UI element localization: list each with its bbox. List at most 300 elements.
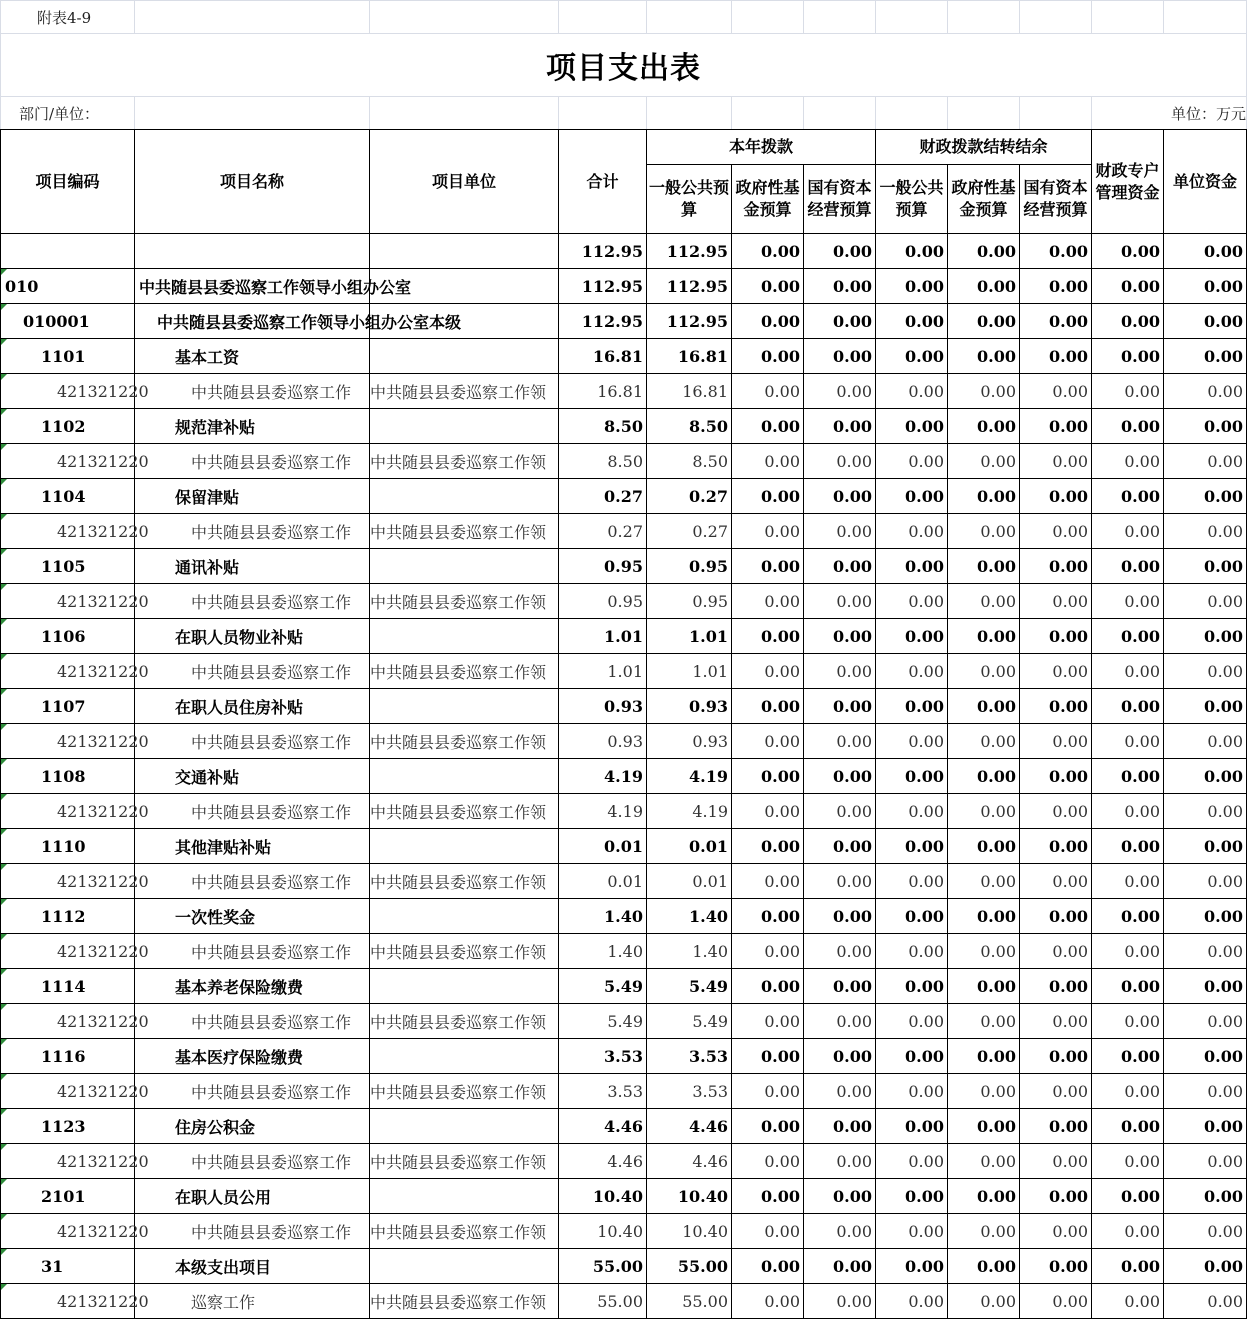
cell-project-name: 中共随县县委巡察工作 — [135, 1144, 370, 1179]
unit-label: 单位：万元 — [1092, 97, 1247, 130]
cell-cy-general: 0.93 — [647, 689, 732, 724]
cell-cy-state-capital: 0.00 — [804, 724, 876, 759]
cell-project-name: 住房公积金 — [135, 1109, 370, 1144]
cell-cy-gov-fund: 0.00 — [732, 969, 804, 1004]
cell-co-general: 0.00 — [876, 1039, 948, 1074]
cell-total: 0.95 — [559, 584, 647, 619]
cell-co-general: 0.00 — [876, 1284, 948, 1319]
cell-total: 112.95 — [559, 234, 647, 269]
cell-unit-fund: 0.00 — [1164, 1004, 1247, 1039]
table-row — [1, 374, 1247, 409]
table-row — [1, 864, 1247, 899]
cell-cy-general: 0.95 — [647, 584, 732, 619]
cell-project-unit: 中共随县县委巡察工作领 — [370, 1284, 559, 1319]
sheet-title: 项目支出表 — [1, 34, 1247, 97]
cell-unit-fund: 0.00 — [1164, 899, 1247, 934]
cell-total: 4.46 — [559, 1144, 647, 1179]
cell-co-state-capital: 0.00 — [1020, 584, 1092, 619]
cell-cy-general: 4.19 — [647, 759, 732, 794]
cell-cy-gov-fund: 0.00 — [732, 759, 804, 794]
col-total: 合计 — [559, 130, 647, 234]
cell-project-code: 421321220 — [1, 724, 135, 759]
cell-co-gov-fund: 0.00 — [948, 934, 1020, 969]
table-row — [1, 759, 1247, 794]
cell-cy-gov-fund: 0.00 — [732, 829, 804, 864]
table-row — [1, 339, 1247, 374]
cell-cy-general: 4.46 — [647, 1109, 732, 1144]
table-row — [1, 479, 1247, 514]
cell-project-code: 010001 — [1, 304, 135, 339]
cell-co-gov-fund: 0.00 — [948, 584, 1020, 619]
table-row — [1, 1284, 1247, 1319]
cell-co-state-capital: 0.00 — [1020, 1109, 1092, 1144]
cell-project-code: 421321220 — [1, 1284, 135, 1319]
table-row — [1, 234, 1247, 269]
cell-cy-gov-fund: 0.00 — [732, 1074, 804, 1109]
cell-co-gov-fund: 0.00 — [948, 304, 1020, 339]
cell-project-unit: 中共随县县委巡察工作领 — [370, 514, 559, 549]
cell-project-name: 中共随县县委巡察工作 — [135, 934, 370, 969]
cell-unit-fund: 0.00 — [1164, 759, 1247, 794]
cell-total: 4.46 — [559, 1109, 647, 1144]
cell-co-gov-fund: 0.00 — [948, 1004, 1020, 1039]
cell-project-name: 中共随县县委巡察工作 — [135, 444, 370, 479]
cell-project-unit — [370, 619, 559, 654]
cell-project-unit — [370, 1039, 559, 1074]
cell-cy-state-capital: 0.00 — [804, 1284, 876, 1319]
group-carryover: 财政拨款结转结余 — [876, 130, 1092, 165]
cell-cy-state-capital: 0.00 — [804, 864, 876, 899]
cell-special-fund: 0.00 — [1092, 1144, 1164, 1179]
cell-cy-state-capital: 0.00 — [804, 584, 876, 619]
cell-cy-state-capital: 0.00 — [804, 829, 876, 864]
cell-project-name — [135, 234, 370, 269]
cell-unit-fund: 0.00 — [1164, 969, 1247, 1004]
cell-project-code: 1123 — [1, 1109, 135, 1144]
cell-total: 4.19 — [559, 794, 647, 829]
cell-special-fund: 0.00 — [1092, 234, 1164, 269]
cell-co-general: 0.00 — [876, 934, 948, 969]
table-row — [1, 1214, 1247, 1249]
cell-co-general: 0.00 — [876, 1004, 948, 1039]
cell-co-state-capital: 0.00 — [1020, 689, 1092, 724]
col-co-general: 一般公共预算 — [876, 165, 948, 234]
cell-co-general: 0.00 — [876, 409, 948, 444]
cell-co-gov-fund: 0.00 — [948, 1214, 1020, 1249]
table-row — [1, 1039, 1247, 1074]
cell-cy-general: 1.01 — [647, 654, 732, 689]
cell-cy-general: 8.50 — [647, 444, 732, 479]
cell-special-fund: 0.00 — [1092, 374, 1164, 409]
table-row — [1, 304, 1247, 339]
cell-project-code: 1102 — [1, 409, 135, 444]
cell-co-general: 0.00 — [876, 829, 948, 864]
cell-total: 0.27 — [559, 479, 647, 514]
cell-co-state-capital: 0.00 — [1020, 899, 1092, 934]
cell-co-general: 0.00 — [876, 1074, 948, 1109]
cell-project-code — [1, 234, 135, 269]
cell-total: 16.81 — [559, 374, 647, 409]
cell-co-state-capital: 0.00 — [1020, 864, 1092, 899]
cell-co-general: 0.00 — [876, 374, 948, 409]
table-row — [1, 269, 1247, 304]
title-row — [1, 34, 1247, 97]
cell-unit-fund: 0.00 — [1164, 479, 1247, 514]
cell-cy-state-capital: 0.00 — [804, 689, 876, 724]
cell-co-state-capital: 0.00 — [1020, 1284, 1092, 1319]
cell-co-gov-fund: 0.00 — [948, 689, 1020, 724]
cell-unit-fund: 0.00 — [1164, 689, 1247, 724]
cell-cy-state-capital: 0.00 — [804, 1144, 876, 1179]
cell-cy-general: 10.40 — [647, 1214, 732, 1249]
cell-cy-gov-fund: 0.00 — [732, 864, 804, 899]
cell-total: 0.93 — [559, 724, 647, 759]
cell-cy-general: 112.95 — [647, 234, 732, 269]
cell-project-code: 421321220 — [1, 934, 135, 969]
cell-co-general: 0.00 — [876, 899, 948, 934]
cell-special-fund: 0.00 — [1092, 1074, 1164, 1109]
col-cy-general: 一般公共预算 — [647, 165, 732, 234]
col-unit-fund: 单位资金 — [1164, 130, 1247, 234]
cell-co-gov-fund: 0.00 — [948, 479, 1020, 514]
cell-cy-general: 1.01 — [647, 619, 732, 654]
cell-total: 0.27 — [559, 514, 647, 549]
cell-cy-gov-fund: 0.00 — [732, 1179, 804, 1214]
cell-unit-fund: 0.00 — [1164, 374, 1247, 409]
cell-cy-gov-fund: 0.00 — [732, 1004, 804, 1039]
cell-special-fund: 0.00 — [1092, 584, 1164, 619]
cell-cy-state-capital: 0.00 — [804, 1179, 876, 1214]
cell-total: 10.40 — [559, 1214, 647, 1249]
cell-project-unit — [370, 234, 559, 269]
cell-co-general: 0.00 — [876, 339, 948, 374]
cell-project-unit — [370, 899, 559, 934]
unit-row — [1, 97, 1247, 130]
cell-project-unit — [370, 549, 559, 584]
cell-co-state-capital: 0.00 — [1020, 1144, 1092, 1179]
cell-co-state-capital: 0.00 — [1020, 479, 1092, 514]
cell-project-code: 421321220 — [1, 514, 135, 549]
cell-cy-state-capital: 0.00 — [804, 1039, 876, 1074]
cell-project-unit: 中共随县县委巡察工作领 — [370, 1004, 559, 1039]
project-expenditure-sheet — [0, 0, 1247, 130]
cell-cy-general: 3.53 — [647, 1074, 732, 1109]
cell-project-unit: 中共随县县委巡察工作领 — [370, 1144, 559, 1179]
cell-cy-gov-fund: 0.00 — [732, 619, 804, 654]
cell-project-name: 规范津补贴 — [135, 409, 370, 444]
cell-co-general: 0.00 — [876, 1214, 948, 1249]
cell-cy-state-capital: 0.00 — [804, 1004, 876, 1039]
cell-unit-fund: 0.00 — [1164, 304, 1247, 339]
cell-project-name: 在职人员物业补贴 — [135, 619, 370, 654]
cell-co-state-capital: 0.00 — [1020, 1214, 1092, 1249]
cell-cy-general: 0.01 — [647, 864, 732, 899]
cell-unit-fund: 0.00 — [1164, 269, 1247, 304]
cell-project-name: 其他津贴补贴 — [135, 829, 370, 864]
cell-co-gov-fund: 0.00 — [948, 619, 1020, 654]
cell-cy-state-capital: 0.00 — [804, 444, 876, 479]
cell-project-code: 1104 — [1, 479, 135, 514]
col-special-fund: 财政专户管理资金 — [1092, 130, 1164, 234]
cell-unit-fund: 0.00 — [1164, 934, 1247, 969]
cell-project-unit — [370, 1109, 559, 1144]
cell-special-fund: 0.00 — [1092, 339, 1164, 374]
cell-cy-general: 112.95 — [647, 269, 732, 304]
table-row — [1, 444, 1247, 479]
cell-co-general: 0.00 — [876, 864, 948, 899]
cell-total: 0.01 — [559, 829, 647, 864]
cell-total: 1.01 — [559, 619, 647, 654]
table-row — [1, 794, 1247, 829]
cell-project-name: 通讯补贴 — [135, 549, 370, 584]
cell-co-state-capital: 0.00 — [1020, 409, 1092, 444]
cell-project-code: 421321220 — [1, 1004, 135, 1039]
cell-project-unit — [370, 969, 559, 1004]
table-row — [1, 899, 1247, 934]
col-cy-state-capital: 国有资本经营预算 — [804, 165, 876, 234]
cell-total: 1.40 — [559, 934, 647, 969]
cell-co-gov-fund: 0.00 — [948, 339, 1020, 374]
cell-cy-general: 112.95 — [647, 304, 732, 339]
cell-special-fund: 0.00 — [1092, 1214, 1164, 1249]
cell-total: 1.40 — [559, 899, 647, 934]
cell-unit-fund: 0.00 — [1164, 1074, 1247, 1109]
cell-cy-gov-fund: 0.00 — [732, 654, 804, 689]
cell-project-name: 交通补贴 — [135, 759, 370, 794]
cell-cy-general: 55.00 — [647, 1249, 732, 1284]
cell-project-unit: 中共随县县委巡察工作领 — [370, 654, 559, 689]
cell-co-general: 0.00 — [876, 234, 948, 269]
table-row — [1, 1249, 1247, 1284]
cell-cy-gov-fund: 0.00 — [732, 409, 804, 444]
cell-special-fund: 0.00 — [1092, 864, 1164, 899]
cell-special-fund: 0.00 — [1092, 304, 1164, 339]
cell-total: 0.93 — [559, 689, 647, 724]
cell-co-state-capital: 0.00 — [1020, 444, 1092, 479]
cell-cy-state-capital: 0.00 — [804, 1249, 876, 1284]
cell-project-code: 1108 — [1, 759, 135, 794]
cell-co-state-capital: 0.00 — [1020, 1179, 1092, 1214]
cell-project-code: 2101 — [1, 1179, 135, 1214]
cell-project-name: 基本医疗保险缴费 — [135, 1039, 370, 1074]
cell-cy-state-capital: 0.00 — [804, 899, 876, 934]
cell-cy-general: 8.50 — [647, 409, 732, 444]
cell-co-general: 0.00 — [876, 1109, 948, 1144]
cell-project-code: 421321220 — [1, 1074, 135, 1109]
table-row — [1, 619, 1247, 654]
cell-cy-general: 4.46 — [647, 1144, 732, 1179]
cell-co-state-capital: 0.00 — [1020, 339, 1092, 374]
cell-co-general: 0.00 — [876, 584, 948, 619]
cell-co-gov-fund: 0.00 — [948, 374, 1020, 409]
col-co-state-capital: 国有资本经营预算 — [1020, 165, 1092, 234]
cell-special-fund: 0.00 — [1092, 794, 1164, 829]
cell-project-name: 中共随县县委巡察工作 — [135, 1214, 370, 1249]
cell-co-state-capital: 0.00 — [1020, 1074, 1092, 1109]
cell-cy-gov-fund: 0.00 — [732, 479, 804, 514]
cell-co-gov-fund: 0.00 — [948, 899, 1020, 934]
cell-total: 55.00 — [559, 1249, 647, 1284]
table-row — [1, 829, 1247, 864]
cell-project-unit: 中共随县县委巡察工作领 — [370, 444, 559, 479]
cell-special-fund: 0.00 — [1092, 829, 1164, 864]
cell-co-general: 0.00 — [876, 269, 948, 304]
cell-cy-gov-fund: 0.00 — [732, 444, 804, 479]
cell-co-general: 0.00 — [876, 444, 948, 479]
cell-co-state-capital: 0.00 — [1020, 514, 1092, 549]
cell-project-code: 1105 — [1, 549, 135, 584]
cell-cy-gov-fund: 0.00 — [732, 339, 804, 374]
cell-project-name: 中共随县县委巡察工作 — [135, 794, 370, 829]
cell-co-general: 0.00 — [876, 1144, 948, 1179]
cell-unit-fund: 0.00 — [1164, 864, 1247, 899]
cell-special-fund: 0.00 — [1092, 689, 1164, 724]
cell-project-code: 421321220 — [1, 374, 135, 409]
attachment-row — [1, 1, 1247, 34]
cell-unit-fund: 0.00 — [1164, 1284, 1247, 1319]
cell-project-code: 1107 — [1, 689, 135, 724]
cell-total: 1.01 — [559, 654, 647, 689]
data-table — [0, 129, 1247, 1319]
cell-project-unit: 中共随县县委巡察工作领 — [370, 934, 559, 969]
cell-project-unit: 中共随县县委巡察工作领 — [370, 864, 559, 899]
cell-special-fund: 0.00 — [1092, 1039, 1164, 1074]
cell-project-code: 421321220 — [1, 654, 135, 689]
cell-co-state-capital: 0.00 — [1020, 234, 1092, 269]
cell-cy-state-capital: 0.00 — [804, 234, 876, 269]
cell-co-general: 0.00 — [876, 479, 948, 514]
cell-unit-fund: 0.00 — [1164, 654, 1247, 689]
cell-co-state-capital: 0.00 — [1020, 619, 1092, 654]
cell-cy-general: 0.27 — [647, 514, 732, 549]
cell-co-state-capital: 0.00 — [1020, 1249, 1092, 1284]
cell-co-general: 0.00 — [876, 654, 948, 689]
cell-cy-general: 10.40 — [647, 1179, 732, 1214]
cell-co-gov-fund: 0.00 — [948, 1179, 1020, 1214]
cell-cy-state-capital: 0.00 — [804, 759, 876, 794]
cell-co-state-capital: 0.00 — [1020, 759, 1092, 794]
cell-special-fund: 0.00 — [1092, 724, 1164, 759]
cell-project-code: 31 — [1, 1249, 135, 1284]
cell-total: 10.40 — [559, 1179, 647, 1214]
cell-project-name: 中共随县县委巡察工作 — [135, 514, 370, 549]
cell-co-state-capital: 0.00 — [1020, 1039, 1092, 1074]
cell-co-gov-fund: 0.00 — [948, 1284, 1020, 1319]
cell-co-state-capital: 0.00 — [1020, 374, 1092, 409]
cell-co-state-capital: 0.00 — [1020, 549, 1092, 584]
cell-cy-general: 1.40 — [647, 899, 732, 934]
table-row — [1, 409, 1247, 444]
cell-special-fund: 0.00 — [1092, 1284, 1164, 1319]
cell-co-general: 0.00 — [876, 619, 948, 654]
cell-co-gov-fund: 0.00 — [948, 234, 1020, 269]
cell-cy-gov-fund: 0.00 — [732, 1039, 804, 1074]
cell-cy-state-capital: 0.00 — [804, 969, 876, 1004]
cell-co-gov-fund: 0.00 — [948, 654, 1020, 689]
cell-co-state-capital: 0.00 — [1020, 269, 1092, 304]
cell-total: 8.50 — [559, 409, 647, 444]
cell-cy-general: 55.00 — [647, 1284, 732, 1319]
cell-special-fund: 0.00 — [1092, 934, 1164, 969]
cell-cy-state-capital: 0.00 — [804, 654, 876, 689]
cell-cy-general: 0.93 — [647, 724, 732, 759]
cell-project-code: 421321220 — [1, 584, 135, 619]
group-current-year: 本年拨款 — [647, 130, 876, 165]
cell-total: 5.49 — [559, 1004, 647, 1039]
cell-cy-state-capital: 0.00 — [804, 1109, 876, 1144]
cell-cy-state-capital: 0.00 — [804, 374, 876, 409]
cell-total: 8.50 — [559, 444, 647, 479]
table-row — [1, 1074, 1247, 1109]
cell-project-name: 中共随县县委巡察工作 — [135, 584, 370, 619]
cell-cy-gov-fund: 0.00 — [732, 269, 804, 304]
cell-cy-gov-fund: 0.00 — [732, 514, 804, 549]
cell-project-name: 中共随县县委巡察工作领导小组办公室本级 — [135, 304, 370, 339]
cell-unit-fund: 0.00 — [1164, 1249, 1247, 1284]
cell-cy-state-capital: 0.00 — [804, 304, 876, 339]
table-row — [1, 724, 1247, 759]
cell-unit-fund: 0.00 — [1164, 1039, 1247, 1074]
cell-project-name: 中共随县县委巡察工作 — [135, 654, 370, 689]
cell-co-gov-fund: 0.00 — [948, 514, 1020, 549]
table-row — [1, 689, 1247, 724]
cell-cy-gov-fund: 0.00 — [732, 1109, 804, 1144]
cell-cy-general: 5.49 — [647, 969, 732, 1004]
cell-cy-general: 4.19 — [647, 794, 732, 829]
cell-co-general: 0.00 — [876, 794, 948, 829]
cell-project-unit — [370, 759, 559, 794]
cell-project-code: 010 — [1, 269, 135, 304]
cell-cy-general: 3.53 — [647, 1039, 732, 1074]
cell-special-fund: 0.00 — [1092, 514, 1164, 549]
cell-project-unit — [370, 409, 559, 444]
cell-cy-state-capital: 0.00 — [804, 934, 876, 969]
cell-cy-general: 16.81 — [647, 374, 732, 409]
cell-project-name: 中共随县县委巡察工作 — [135, 864, 370, 899]
cell-project-unit — [370, 829, 559, 864]
cell-co-state-capital: 0.00 — [1020, 304, 1092, 339]
cell-cy-gov-fund: 0.00 — [732, 1249, 804, 1284]
cell-project-name: 基本养老保险缴费 — [135, 969, 370, 1004]
cell-cy-gov-fund: 0.00 — [732, 1284, 804, 1319]
cell-unit-fund: 0.00 — [1164, 234, 1247, 269]
cell-unit-fund: 0.00 — [1164, 1109, 1247, 1144]
cell-project-name: 中共随县县委巡察工作 — [135, 724, 370, 759]
cell-total: 55.00 — [559, 1284, 647, 1319]
cell-cy-gov-fund: 0.00 — [732, 584, 804, 619]
cell-cy-general: 0.27 — [647, 479, 732, 514]
cell-total: 112.95 — [559, 269, 647, 304]
cell-co-gov-fund: 0.00 — [948, 829, 1020, 864]
cell-unit-fund: 0.00 — [1164, 829, 1247, 864]
cell-co-general: 0.00 — [876, 549, 948, 584]
cell-co-state-capital: 0.00 — [1020, 829, 1092, 864]
cell-co-gov-fund: 0.00 — [948, 549, 1020, 584]
cell-co-gov-fund: 0.00 — [948, 724, 1020, 759]
cell-project-name: 中共随县县委巡察工作领导小组办公室 — [135, 269, 370, 304]
cell-project-unit — [370, 479, 559, 514]
cell-special-fund: 0.00 — [1092, 654, 1164, 689]
cell-project-code: 421321220 — [1, 794, 135, 829]
cell-project-code: 421321220 — [1, 444, 135, 479]
cell-special-fund: 0.00 — [1092, 549, 1164, 584]
cell-cy-general: 1.40 — [647, 934, 732, 969]
cell-special-fund: 0.00 — [1092, 409, 1164, 444]
cell-unit-fund: 0.00 — [1164, 1144, 1247, 1179]
cell-project-unit: 中共随县县委巡察工作领 — [370, 1214, 559, 1249]
cell-co-general: 0.00 — [876, 969, 948, 1004]
cell-project-code: 1114 — [1, 969, 135, 1004]
